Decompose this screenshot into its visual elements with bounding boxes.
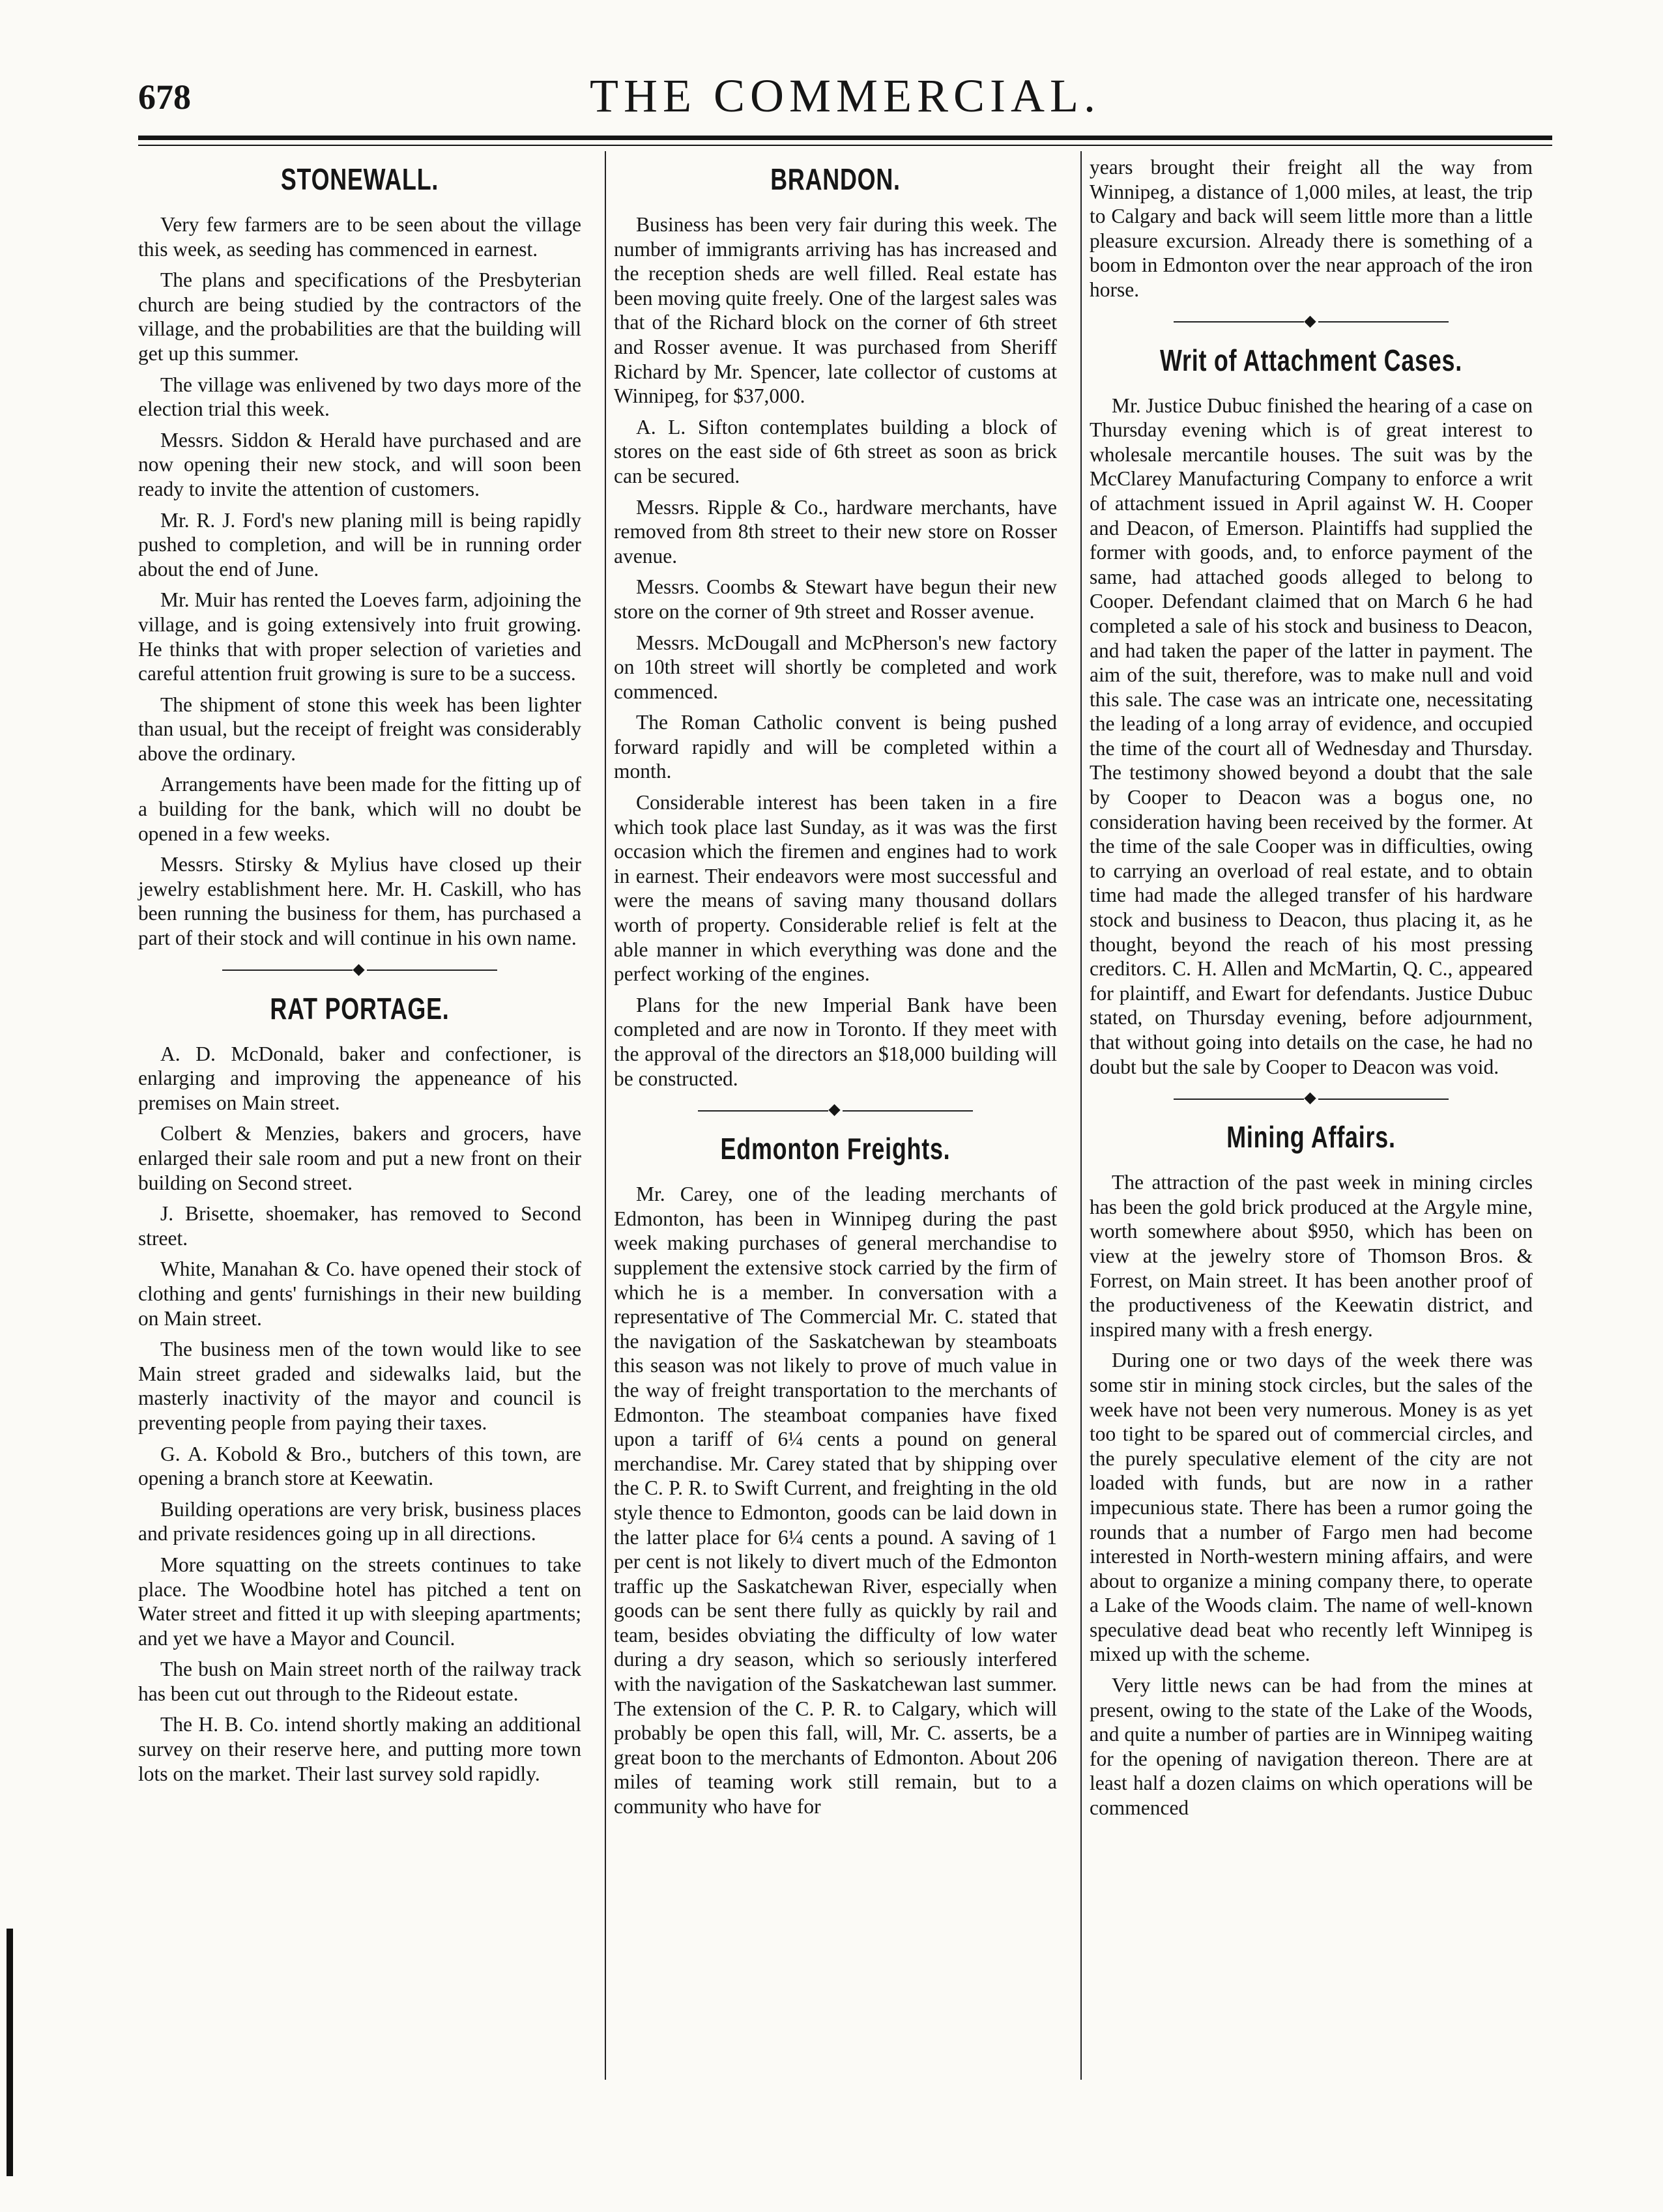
section-title-writ-of-attachment: Writ of Attachment Cases.: [1159, 343, 1463, 377]
article-paragraph: Plans for the new Imperial Bank have been completed and are now in Toronto. If they meet with the approval of the directors an $18,000 building will be constructed.: [614, 993, 1057, 1090]
section-title-mining-affairs: Mining Affairs.: [1226, 1120, 1396, 1155]
section-title-stonewall: STONEWALL.: [280, 162, 439, 196]
article-paragraph: The bush on Main street north of the railway track has been cut out through to the Rideout estate.: [138, 1658, 581, 1705]
column-2: [614, 155, 1057, 1826]
section-title-edmonton-freights: Edmonton Freights.: [720, 1132, 951, 1166]
scan-margin-mark: [7, 1929, 13, 2176]
column-3: [1090, 155, 1533, 1827]
article-paragraph: Mr. Muir has rented the Loeves farm, adjoining the village, and is going extensively into fruit growing. He thinks that with proper selection of varieties and careful attention fruit growing is sure to be a success.: [138, 588, 581, 685]
page-header: [138, 65, 1552, 130]
section-title-brandon: BRANDON.: [770, 162, 901, 196]
section-title-rat-portage: RAT PORTAGE.: [270, 991, 450, 1026]
article-paragraph: Business has been very fair during this week. The number of immigrants arriving has has increased and the reception sheds are well filled. Real estate has been moving quite freely. One of the largest sales was that of the Richard block on the corner of 6th street and Rosser avenue. It was purchased from Sheriff Richard by Mr. Spencer, late collector of customs at Winnipeg, for $37,000.: [614, 213, 1057, 408]
article-paragraph: J. Brisette, shoemaker, has removed to Second street.: [138, 1202, 581, 1250]
article-paragraph: During one or two days of the week there was some stir in mining stock circles, but the sales of the week have not been very numerous. Money is as yet too tight to be spared out of commercial circles, and the purely speculative element of the city are not loaded with funds, but are now in a rather impecunious state. There has been a rumor going the rounds that a number of Fargo men had become interested in North-western mining affairs, and were about to organize a mining company there, to operate a Lake of the Woods claim. The name of well-known speculative dead beat who recently left Winnipeg is mixed up with the scheme.: [1090, 1349, 1533, 1666]
article-paragraph: Very few farmers are to be seen about the village this week, as seeding has commenced in earnest.: [138, 213, 581, 261]
article-paragraph: Messrs. Coombs & Stewart have begun their new store on the corner of 9th street and Rosser avenue.: [614, 575, 1057, 623]
article-paragraph: Messrs. Siddon & Herald have purchased and are now opening their new stock, and will soon been ready to invite the attention of customers.: [138, 428, 581, 500]
article-paragraph: Messrs. McDougall and McPherson's new factory on 10th street will shortly be completed and work commenced.: [614, 631, 1057, 703]
article-paragraph: A. L. Sifton contemplates building a block of stores on the east side of 6th street as soon as brick can be secured.: [614, 415, 1057, 487]
article-paragraph: Mr. Justice Dubuc finished the hearing of a case on Thursday evening which is of great interest to wholesale mercantile houses. The suit was by the McClarey Manufacturing Company to enforce a writ of attachment issued in April against W. H. Cooper and Deacon, of Emerson. Plaintiffs had supplied the former with goods, and, to enforce payment of the same, had attached goods alleged to belong to Cooper. Defendant claimed that on March 6 he had completed a sale of his stock and business to Deacon, and had taken the paper of the latter in payment. The aim of the suit, therefore, was to make null and void this sale. The case was an intricate one, necessitating the leading of a long array of evidence, and occupied the time of the court all of Wednesday and Thursday. The testimony showed beyond a doubt that the sale by Cooper to Deacon was a bogus one, no consideration having been received by the former. At the time of the sale Cooper was in difficulties, owing to carrying an overload of real estate, and to obtain time had made the alleged transfer of his hardware stock and business to Deacon, thus placing it, as he thought, beyond the reach of his most pressing creditors. C. H. Allen and McMartin, Q. C., appeared for plaintiff, and Ewart for defendants. Justice Dubuc stated, on Thursday evening, before adjournment, that without going into details on the case, he had no doubt but the sale by Cooper to Deacon was void.: [1090, 394, 1533, 1078]
article-paragraph: Colbert & Menzies, bakers and grocers, have enlarged their sale room and put a new front on their building on Second street.: [138, 1122, 581, 1194]
article-paragraph: The H. B. Co. intend shortly making an additional survey on their reserve here, and putting more town lots on the market. Their last survey sold rapidly.: [138, 1713, 581, 1785]
article-paragraph: More squatting on the streets continues to take place. The Woodbine hotel has pitched a tent on Water street and fitted it up with sleeping apartments; and yet we have a Mayor and Council.: [138, 1553, 581, 1650]
section-divider: ◆: [1090, 1088, 1533, 1108]
section-divider: ◆: [1090, 311, 1533, 331]
column-1: [138, 155, 581, 1792]
article-paragraph: Mr. Carey, one of the leading merchants of Edmonton, has been in Winnipeg during the past week making purchases of general merchandise to supplement the extensive stock carried by the firm of which he is a member. In conversation with a representative of The Commercial Mr. C. stated that the navigation of the Saskatchewan by steamboats this season was not likely to prove of much value in the way of freight transportation to the merchants of Edmonton. The steamboat companies have fixed upon a tariff of 6¼ cents a pound on general merchandise. Mr. Carey stated that by shipping over the C. P. R. to Swift Current, and freighting in the old style thence to Edmonton, goods can be laid down in the latter place for 6¼ cents a pound. A saving of 1 per cent is not likely to divert much of the Edmonton traffic up the Saskatchewan River, especially when goods can be sent there fully as quickly by rail and team, besides obviating the difficulty of low water during a dry season, which so seriously interfered with the navigation of the Saskatchewan last summer. The extension of the C. P. R. to Calgary, which will probably be open this fall, will, Mr. C. asserts, be a great boon to the merchants of Edmonton. About 206 miles of teaming work still remain, but to a community who have for: [614, 1183, 1057, 1818]
section-divider: ◆: [614, 1100, 1057, 1119]
article-paragraph: Considerable interest has been taken in a fire which took place last Sunday, as it was was the first occasion which the firemen and engines had to work in earnest. Their endeavors were most successful and were the means of saving many thousand dollars worth of property. Considerable relief is felt at the able manner in which everything was done and the perfect working of the engines.: [614, 791, 1057, 986]
article-paragraph: Arrangements have been made for the fitting up of a building for the bank, which will no doubt be opened in a few weeks.: [138, 773, 581, 845]
article-paragraph: Building operations are very brisk, business places and private residences going up in all directions.: [138, 1497, 581, 1545]
article-paragraph: The village was enlivened by two days more of the election trial this week.: [138, 373, 581, 421]
column-divider: [1080, 151, 1082, 2080]
article-paragraph: The plans and specifications of the Presbyterian church are being studied by the contractors of the village, and the probabilities are that the building will get up this summer.: [138, 268, 581, 365]
page-number: 678: [138, 78, 191, 117]
header-rule-thick: [138, 136, 1552, 140]
article-paragraph: Mr. R. J. Ford's new planing mill is being rapidly pushed to completion, and will be in running order about the end of June.: [138, 508, 581, 581]
article-paragraph: A. D. McDonald, baker and confectioner, is enlarging and improving the appeneance of his premises on Main street.: [138, 1042, 581, 1114]
header-rule-thin: [138, 145, 1552, 146]
article-paragraph: The Roman Catholic convent is being pushed forward rapidly and will be completed within a month.: [614, 711, 1057, 783]
section-divider: ◆: [138, 960, 581, 979]
article-paragraph: The business men of the town would like to see Main street graded and sidewalks laid, but the masterly inactivity of the mayor and council is preventing people from paying their taxes.: [138, 1338, 581, 1434]
article-paragraph: G. A. Kobold & Bro., butchers of this town, are opening a branch store at Keewatin.: [138, 1442, 581, 1490]
article-paragraph: Messrs. Stirsky & Mylius have closed up their jewelry establishment here. Mr. H. Caskill, who has been running the business for them, has purchased a part of their stock and will continue in his own name.: [138, 853, 581, 950]
article-paragraph-continued: years brought their freight all the way from Winnipeg, a distance of 1,000 miles, at least, the trip to Calgary and back will seem little more than a little pleasure excursion. Already there is something of a boom in Edmonton over the near approach of the iron horse.: [1090, 156, 1533, 301]
article-paragraph: White, Manahan & Co. have opened their stock of clothing and gents' furnishings in their new building on Main street.: [138, 1257, 581, 1330]
masthead-title: THE COMMERCIAL.: [590, 70, 1101, 122]
article-paragraph: Messrs. Ripple & Co., hardware merchants, have removed from 8th street to their new store on Rosser avenue.: [614, 495, 1057, 567]
article-paragraph: The shipment of stone this week has been lighter than usual, but the receipt of freight was considerably above the ordinary.: [138, 693, 581, 765]
column-divider: [605, 151, 606, 2080]
article-paragraph: The attraction of the past week in mining circles has been the gold brick produced at the Argyle mine, worth somewhere about $950, which has been on view at the jewelry store of Thomson Bros. & Forrest, on Main street. It has been another proof of the productiveness of the Keewatin district, and inspired many with a fresh energy.: [1090, 1171, 1533, 1341]
article-paragraph: Very little news can be had from the mines at present, owing to the state of the Lake of the Woods, and quite a number of parties are in Winnipeg waiting for the opening of navigation thereon. There are at least half a dozen claims on which operations will be commenced: [1090, 1674, 1533, 1820]
